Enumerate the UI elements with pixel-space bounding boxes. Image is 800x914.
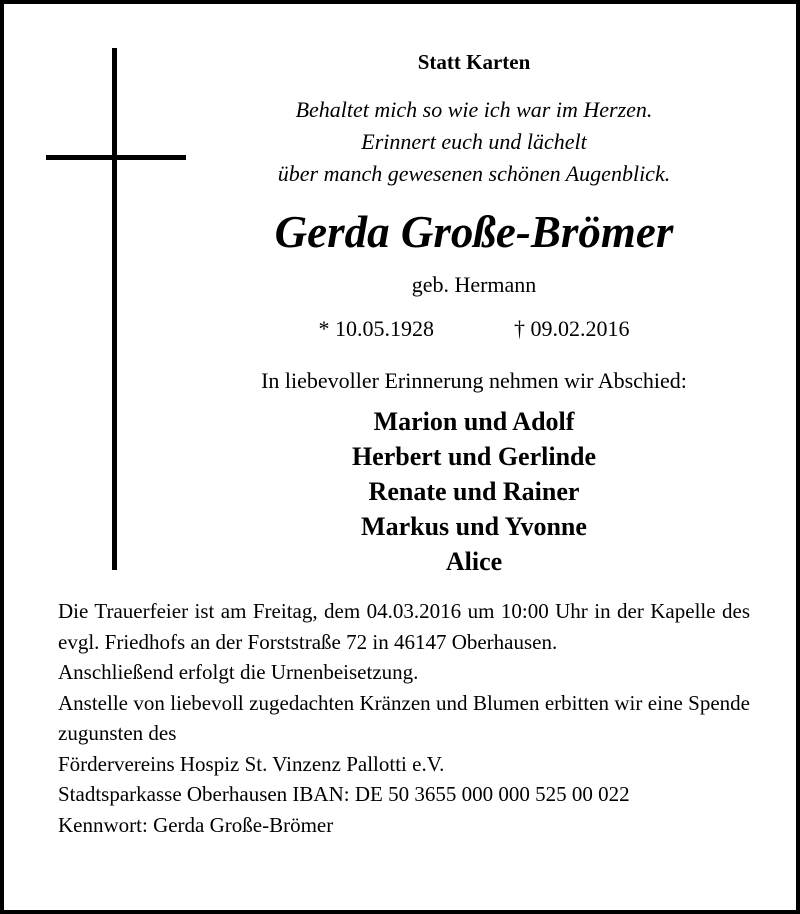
mourner-name: Alice: [445, 547, 503, 576]
deceased-name: Gerda Große-Brömer: [274, 207, 674, 257]
donation-request: Anstelle von liebevoll zugedachten Kränzen und Blumen erbitten wir eine Spende zugunsten des: [58, 690, 750, 745]
burial-info: Anschließend erfolgt die Urnenbeisetzung.: [58, 660, 419, 684]
ceremony-info: Die Trauerfeier ist am Freitag, dem 04.03.2016 um 10:00 Uhr in der Kapelle des evgl. Friedhofs an der Forststraße 72 in 46147 Oberhausen.: [58, 599, 750, 654]
mourner-name: Marion und Adolf: [373, 407, 575, 436]
birth-date: * 10.05.1928: [318, 316, 434, 341]
mourner-name: Renate und Rainer: [368, 477, 580, 506]
mourner-name: Herbert und Gerlinde: [351, 442, 597, 471]
poem-line: über manch gewesenen schönen Augenblick.: [277, 161, 671, 186]
cross-icon-vertical-bar: [112, 48, 117, 570]
birth-name: geb. Hermann: [411, 272, 537, 297]
donation-keyword: Kennwort: Gerda Große-Brömer: [58, 812, 334, 837]
poem-line: Erinnert euch und lächelt: [361, 129, 587, 154]
statt-karten-heading: Statt Karten: [417, 50, 531, 74]
bank-details: Stadtsparkasse Oberhausen IBAN: DE 50 3655 000 000 525 00 022: [58, 782, 630, 806]
farewell-line: In liebevoller Erinnerung nehmen wir Abschied:: [261, 368, 687, 393]
memorial-poem: [194, 94, 754, 190]
cross-icon-horizontal-bar: [46, 155, 186, 160]
death-date: † 09.02.2016: [514, 316, 630, 341]
funeral-details: [58, 596, 750, 840]
life-dates: [194, 314, 754, 344]
donation-recipient: Fördervereins Hospiz St. Vinzenz Pallotti e.V.: [58, 751, 445, 776]
poem-line: Behaltet mich so wie ich war im Herzen.: [295, 97, 653, 122]
mourner-name: Markus und Yvonne: [361, 512, 587, 541]
mourners-list: [194, 404, 754, 579]
